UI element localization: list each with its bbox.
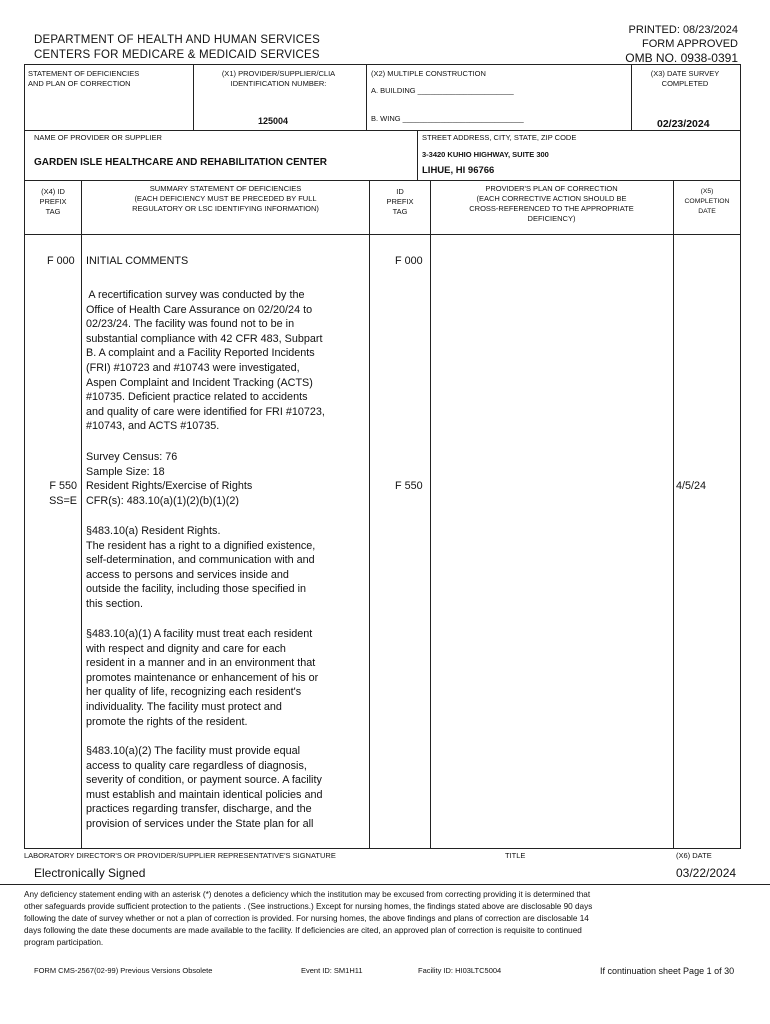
paragraph-equal-access: §483.10(a)(2) The facility must provide equal access to quality care regardless of diagnosis, severity of condition, or payment source. A facility must establish and maintain identical policies and practices regarding transfer, discharge, and the provision of services under the State plan for all [86, 745, 323, 830]
signature-value: Electronically Signed [34, 866, 146, 880]
signature-label: LABORATORY DIRECTOR'S OR PROVIDER/SUPPLIER REPRESENTATIVE'S SIGNATURE [24, 851, 336, 860]
tag-f550: F 550 SS=E [49, 480, 77, 507]
disclaimer: Any deficiency statement ending with an asterisk (*) denotes a deficiency which the institution may be excused from correcting providing it is determined that other safeguards provide sufficient protection to the patients . (See instructions.) Except for nursing homes, the findings stated above are disclosable 90 days following the date of survey whether or not a plan of correction is provided. For nursing homes, the above findings and plans of correction are disclosable 14 days following the date these documents are made available to the facility. If deficiencies are cited, an approved plan of correction is requisite to continued program participation. [24, 890, 593, 947]
census-block: Survey Census: 76 Sample Size: 18 Resident Rights/Exercise of Rights CFR(s): 483.10(a)(1)(2)(b)(1)(2) [86, 451, 253, 507]
dept-line-2: CENTERS FOR MEDICARE & MEDICAID SERVICES [34, 49, 320, 61]
tag-f000-right: F 000 [395, 255, 423, 267]
f550-cfr: CFR(s): 483.10(a)(1)(2)(b)(1)(2) [86, 494, 239, 507]
rule [24, 234, 741, 235]
paragraph-survey: A recertification survey was conducted by the Office of Health Care Assurance on 02/20/24 to 02/23/24. The facility was found not to be in substantial compliance with 42 CFR 483, Subpart B. A complaint and a Facility Reported Incidents (FRI) #10723 and #10743 were investigated, Aspen Complaint and Incident Tracking (ACTS) #10735. Deficient practice related to accidents and quality of care were identified for FRI #10723, #10743, and ACTS #10735. [86, 289, 325, 433]
form-status-block [625, 23, 738, 65]
printed-date: PRINTED: 08/23/2024 [628, 24, 738, 36]
wing-field: B. WING _____________________________ [371, 114, 524, 123]
form-number: FORM CMS-2567(02-99) Previous Versions Obsolete [34, 966, 213, 975]
rule [24, 64, 25, 848]
survey-date-value: 02/23/2024 [657, 118, 710, 130]
rule [369, 180, 370, 848]
rule [24, 64, 741, 65]
f550-title: Resident Rights/Exercise of Rights [86, 480, 253, 493]
rule [24, 180, 741, 181]
tag-f000: F 000 [47, 255, 75, 267]
rule [673, 180, 674, 848]
paragraph-resident-rights: §483.10(a) Resident Rights. The resident has a right to a dignified existence, self-determination, and communication with and access to persons and services inside and outside the facility, including those specified in this section. [86, 525, 316, 610]
dept-line-1: DEPARTMENT OF HEALTH AND HUMAN SERVICES [34, 34, 320, 46]
plan-header: PROVIDER'S PLAN OF CORRECTION (EACH CORRECTIVE ACTION SHOULD BE CROSS-REFERENCED TO THE APPROPRIATE DEFICIENCY) [469, 184, 634, 223]
id-header: ID PREFIX TAG [386, 187, 414, 216]
summary-header: SUMMARY STATEMENT OF DEFICIENCIES (EACH DEFICIENCY MUST BE PRECEDED BY FULL REGULATORY OR LSC IDENTIFYING INFORMATION) [132, 184, 319, 213]
page-indicator: If continuation sheet Page 1 of 30 [600, 966, 735, 976]
provider-name: GARDEN ISLE HEALTHCARE AND REHABILITATION CENTER [34, 157, 327, 168]
rule [0, 884, 770, 885]
rule [81, 180, 82, 848]
rule [193, 64, 194, 130]
provider-name-label: NAME OF PROVIDER OR SUPPLIER [34, 133, 162, 142]
initial-comments-title: INITIAL COMMENTS [86, 255, 189, 267]
building-field: A. BUILDING _______________________ [371, 86, 514, 95]
rule [430, 180, 431, 848]
facility-id: Facility ID: HI03LTC5004 [418, 966, 502, 975]
address-line-1: 3-3420 KUHIO HIGHWAY, SUITE 300 [422, 150, 549, 159]
f550-completion-date: 4/5/24 [676, 480, 707, 492]
rule [417, 130, 418, 180]
x2-label: (X2) MULTIPLE CONSTRUCTION [371, 69, 486, 78]
rule [631, 64, 632, 130]
provider-id-value: 125004 [258, 116, 289, 126]
signature-date: 03/22/2024 [676, 866, 737, 880]
x4-header: (X4) ID PREFIX TAG [39, 187, 67, 216]
address-line-2: LIHUE, HI 96766 [422, 165, 495, 176]
rule [24, 848, 741, 849]
rule [740, 64, 741, 848]
title-label: TITLE [505, 851, 526, 860]
paragraph-dignity: §483.10(a)(1) A facility must treat each resident with respect and dignity and care for each resident in a manner and in an environment that promotes maintenance or enhancement of his or her quality of life, recognizing each resident's individuality. The facility must protect and promote the rights of the resident. [86, 628, 319, 728]
rule [366, 64, 367, 130]
rule [24, 130, 741, 131]
tag-f550-right: F 550 [395, 480, 423, 492]
agency-header [34, 33, 320, 63]
x1-label: (X1) PROVIDER/SUPPLIER/CLIA IDENTIFICATION NUMBER: [221, 69, 336, 88]
event-id: Event ID: SM1H11 [301, 966, 363, 975]
x5-header: (X5) COMPLETION DATE [684, 188, 730, 215]
x6-date-label: (X6) DATE [676, 851, 712, 860]
x3-label: (X3) DATE SURVEY COMPLETED [650, 69, 720, 88]
statement-label: STATEMENT OF DEFICIENCIES AND PLAN OF CORRECTION [28, 69, 140, 88]
form-approved: FORM APPROVED [642, 38, 738, 50]
omb-number: OMB NO. 0938-0391 [625, 51, 738, 65]
address-label: STREET ADDRESS, CITY, STATE, ZIP CODE [422, 133, 577, 142]
